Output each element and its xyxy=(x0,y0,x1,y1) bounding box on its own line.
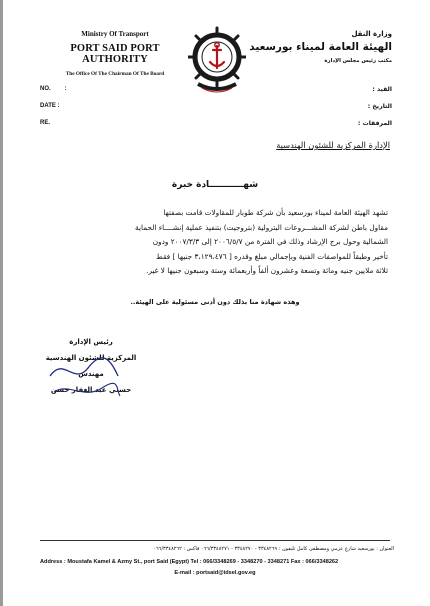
arabic-office-title: مكتب رئيس مجلس الإدارة xyxy=(324,58,392,64)
footer-divider xyxy=(40,540,390,541)
disclaimer-line: وهذه شهادة منا بذلك دون أدنى مسئولية على الهيئة.. xyxy=(130,298,300,306)
arabic-reference-fields xyxy=(358,86,392,137)
body-line: تشهد الهيئة العامة لميناء بورسعيد بأن شركة طوبار للمقاولات قامت بصفتها xyxy=(163,208,388,217)
certificate-body xyxy=(42,206,388,279)
certificate-title: شهـــــــــــادة خبرة xyxy=(171,180,259,190)
ref-subject: RE. xyxy=(40,120,51,126)
ref-number: NO. : xyxy=(40,86,67,92)
ref-date: DATE : xyxy=(40,103,60,109)
body-line: ثلاثة ملايين جنيه ومائة وتسعة وعشرون ألفاً وأربعمائة وستة وسبعون جنيها لا غير. xyxy=(146,266,388,276)
footer-english-address: Address : Moustafa Kamel & Azmy St., port Said (Egypt) Tel : 066/3348269 - 3348270 - 3348271 Fax : 066/3348262 xyxy=(40,559,339,565)
ministry-title: Ministry Of Transport xyxy=(81,30,149,38)
arabic-header xyxy=(242,30,392,64)
arabic-ref-number: القيد : xyxy=(372,86,392,93)
handwritten-signature-icon xyxy=(44,346,124,416)
signatory-name: حسني عبد الغفار حسن xyxy=(50,386,132,394)
body-line: مقاول باطن لشركة المشـــروعات البترولية (بتروجيت) بتنفيذ عملية إنشــــاء الحماية xyxy=(135,222,388,232)
arabic-authority-title: الهيئة العامة لميناء بورسعيد xyxy=(249,41,392,53)
footer-arabic-address: العنوان : بورسعيد شارع عزمي ومصطفى كامل تليفون : ٣٣٤٨٢٦٩ - ٣٣٤٨٢٧٠ - ٠٦٦/٣٣٤٨٢٧١ فاكس : ٠٦٦/٣٣٤٨٢٦٢ xyxy=(153,546,394,552)
authority-title: PORT SAID PORT AUTHORITY xyxy=(70,43,160,65)
department-heading: الإدارة المركزية للشئون الهندسية xyxy=(276,140,390,150)
arabic-ref-date: التاريخ : xyxy=(367,103,392,110)
english-header xyxy=(40,30,190,77)
body-line: تأخير وطبقاً للمواصفات الفنية وبإجمالي مبلغ وقدره [ ٣،١٢٩،٤٧٦ جنيها ] فقط xyxy=(156,251,388,261)
english-reference-fields xyxy=(40,86,67,137)
footer-email: E-mail : portsaid@idsel.gov.eg xyxy=(174,570,256,576)
arabic-ministry-title: وزارة النقل xyxy=(351,30,392,38)
office-title: The Office Of The Chairman Of The Board xyxy=(65,71,165,77)
signatory-title: رئيس الإدارة xyxy=(69,338,113,346)
arabic-ref-attachments: المرفقات : xyxy=(357,120,392,127)
body-line: الشمالية وحول برج الإرشاد وذلك في الفترة من ٢٠٠٦/٥/٧ إلى ٢٠٠٧/٣/٣ ودون xyxy=(152,237,388,247)
signatory-rank: مهندس xyxy=(78,370,104,378)
signatory-department: المركزية للشئون الهندسية xyxy=(45,354,137,362)
port-authority-logo-icon xyxy=(188,26,246,98)
